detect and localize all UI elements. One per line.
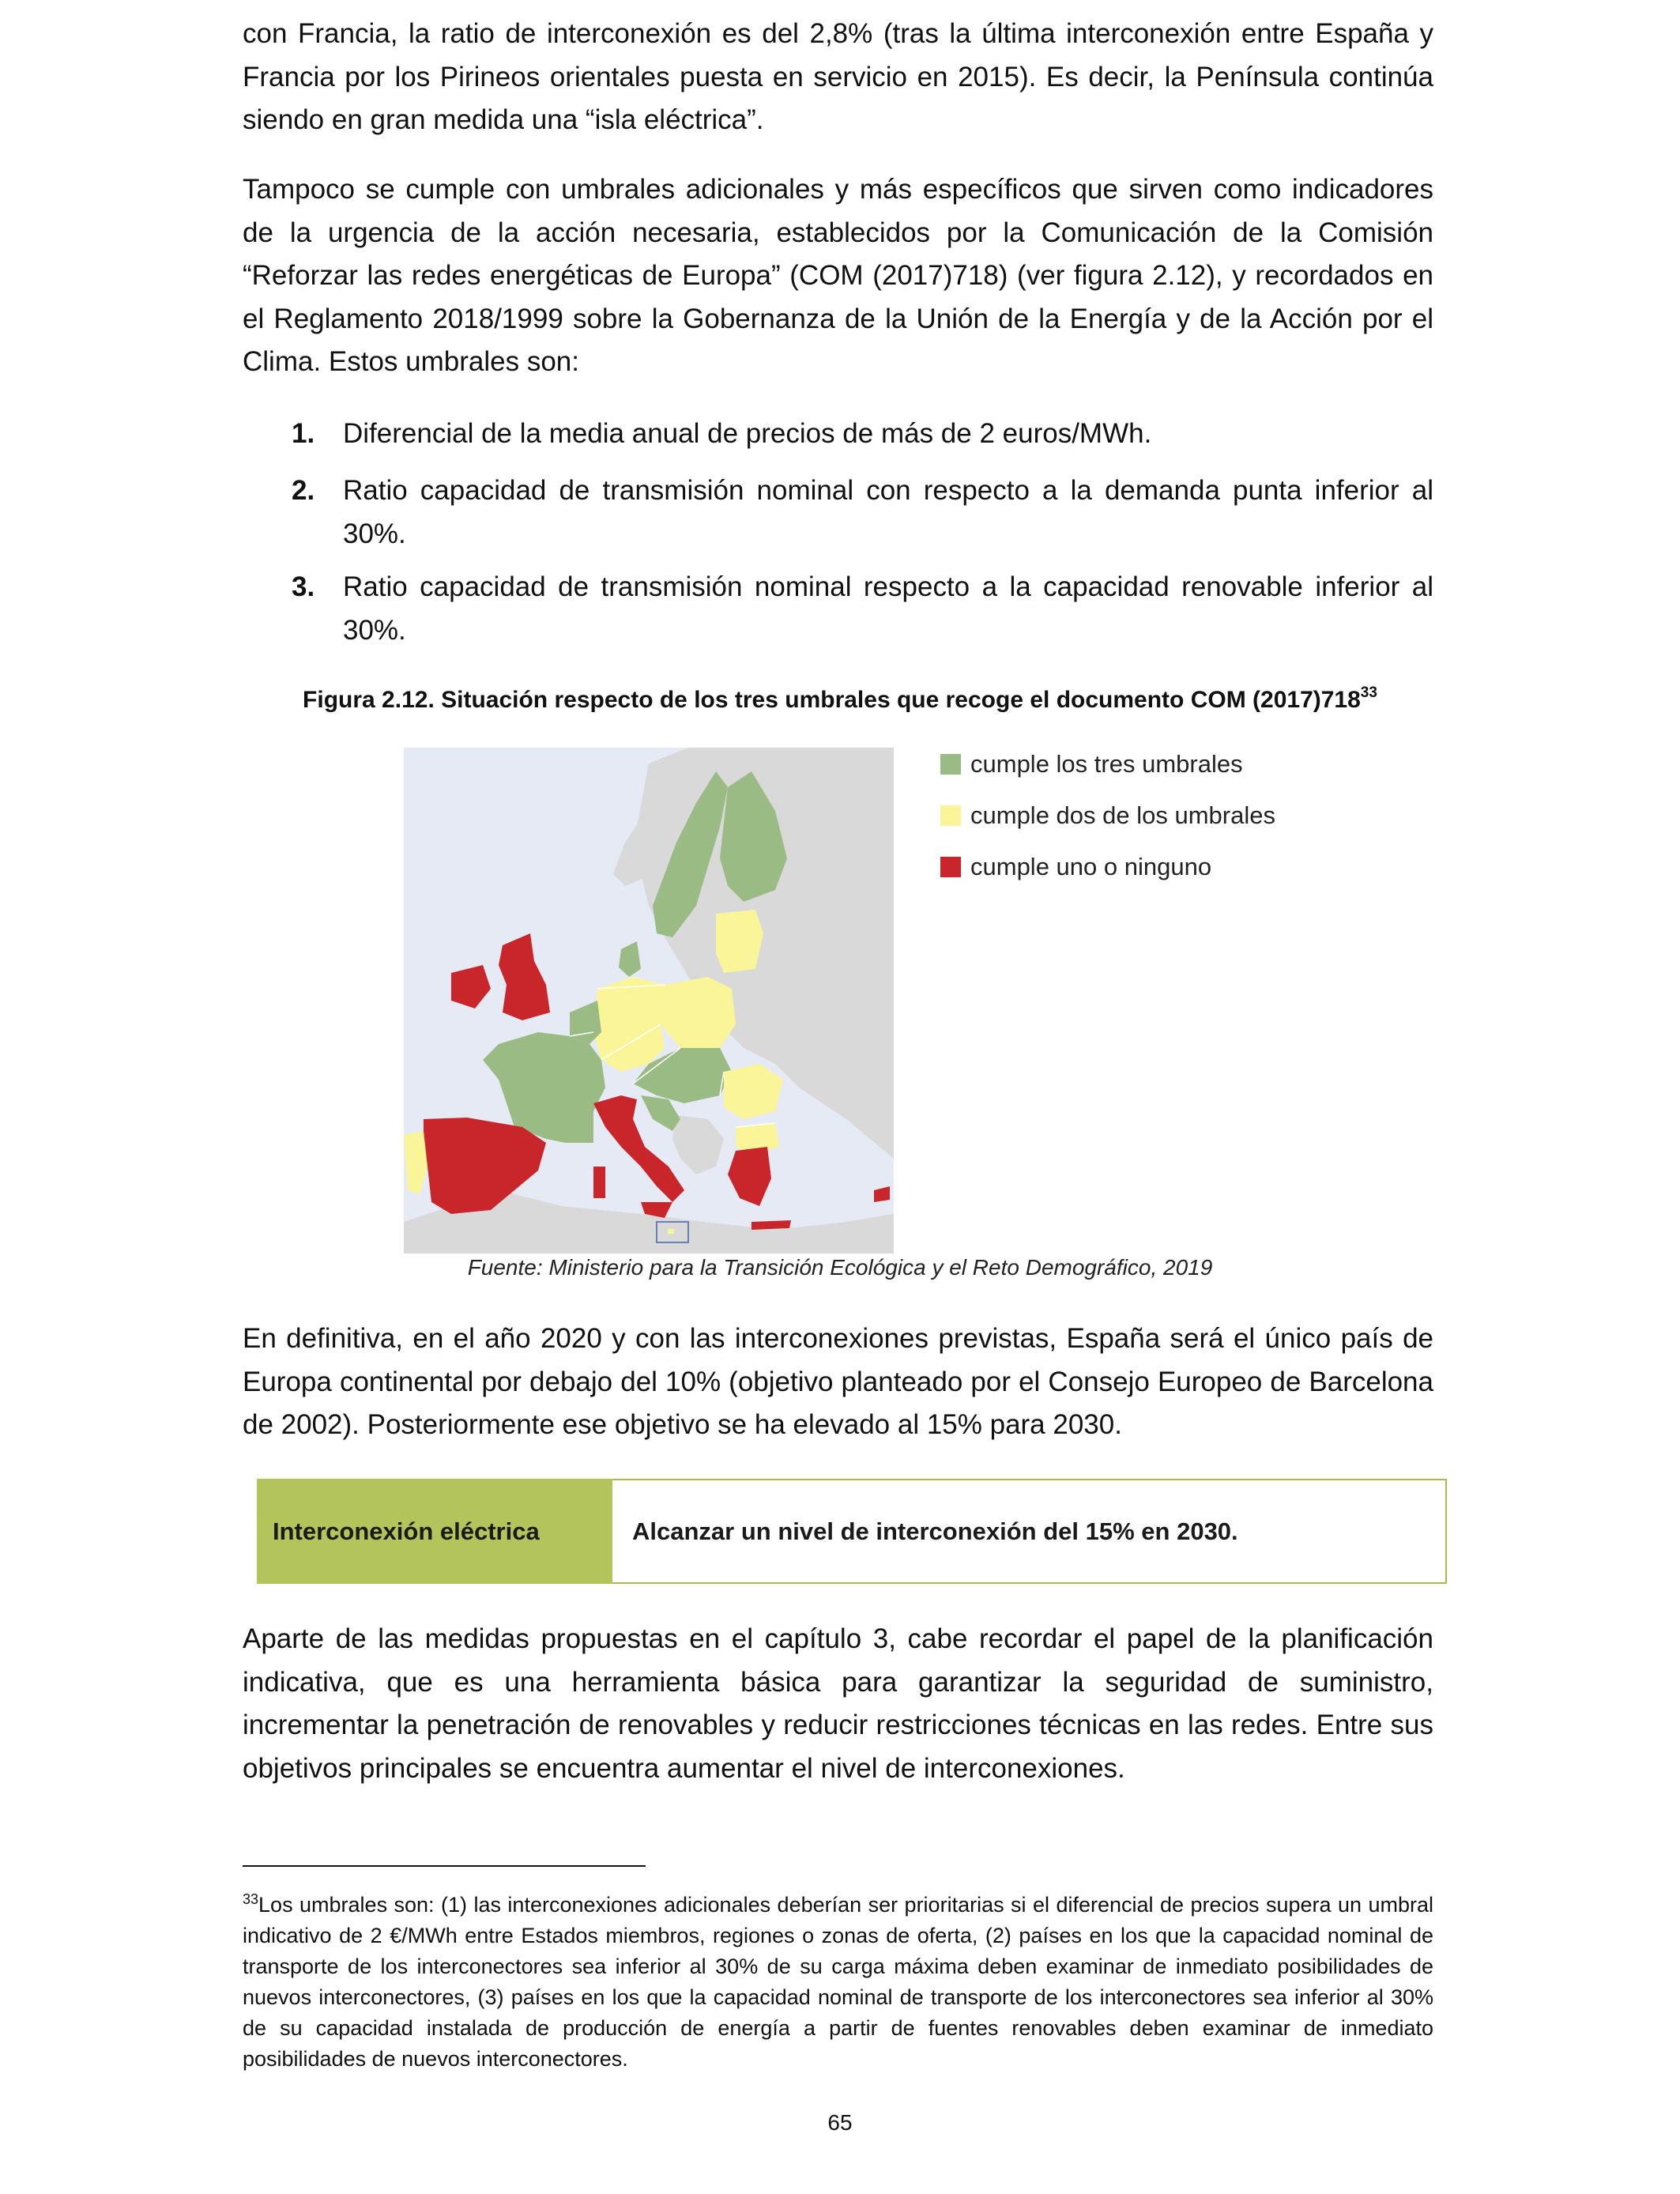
map-sardinia (593, 1167, 605, 1198)
list-item (243, 469, 1433, 556)
list-text: Ratio capacidad de transmisión nominal con respecto a la demanda punta inferior al 30%. (343, 475, 1433, 549)
footnote-number: 33 (243, 1891, 259, 1907)
paragraph-planning: Aparte de las medidas propuestas en el capítulo 3, cabe recordar el papel de la planificación indicativa, que es una herramienta básica para garantizar la seguridad de suministro, incrementar la penetración de renovables y reducir restricciones técnicas en las redes. Entre sus objetivos principales se encuentra aumentar el nivel de interconexiones. (243, 1623, 1433, 1784)
map-poland (661, 977, 736, 1048)
list-number: 2. (292, 475, 315, 506)
list-item (243, 413, 1433, 456)
page-number: 65 (827, 2110, 853, 2135)
map-crete (751, 1220, 791, 1230)
footnote (243, 1884, 1433, 2075)
figure-source: Fuente: Ministerio para la Transición Ecológica y el Reto Demográfico, 2019 (467, 1255, 1213, 1280)
figure-caption (0, 684, 1680, 714)
list-number: 1. (292, 418, 315, 449)
footnote-separator (243, 1865, 646, 1867)
list-text: Diferencial de la media anual de precios de más de 2 euros/MWh. (343, 418, 1152, 449)
legend-label: cumple dos de los umbrales (970, 801, 1275, 829)
goal-table (257, 1479, 1447, 1584)
footnote-text: Los umbrales son: (1) las interconexiones adicionales deberían ser prioritarias si el diferencial de precios supera un umbral indicativo de 2 €/MWh entre Estados miembros, regiones o zonas de oferta, (2) países en los que la capacidad nominal de transporte de los interconectores sea inferior al 30% de su carga máxima deben examinar de inmediato posibilidades de nuevos interconectores, (3) países en los que la capacidad nominal de transporte de los interconectores sea inferior al 30% de su capacidad instalada de producción de energía a partir de fuentes renovables deben examinar de inmediato posibilidades de nuevos interconectores. (243, 1893, 1433, 2071)
legend-label: cumple los tres umbrales (970, 750, 1243, 778)
map-germany (593, 977, 665, 1072)
map-legend (940, 748, 1351, 902)
legend-swatch-green (940, 754, 961, 775)
footnote-reference: 33 (1360, 684, 1377, 701)
list-item (243, 566, 1433, 652)
legend-item (940, 799, 1351, 850)
paragraph-conclusion: En definitiva, en el año 2020 y con las interconexiones previstas, España será el único país de Europa continental por debajo del 10% (objetivo planteado por el Consejo Europeo de Barcelona de 2002). Posteriormente ese objetivo se ha elevado al 15% para 2030. (243, 1323, 1433, 1440)
paragraph-intro: con Francia, la ratio de interconexión es del 2,8% (tras la última interconexión entre España y Francia por los Pirineos orientales puesta en servicio en 2015). Es decir, la Península continúa siendo en gran medida una “isla eléctrica”. (243, 18, 1433, 135)
map-baltics (716, 910, 763, 973)
figure-caption-text: Figura 2.12. Situación respecto de los tres umbrales que recoge el documento COM (2017)718 (303, 687, 1361, 713)
list-text: Ratio capacidad de transmisión nominal respecto a la capacidad renovable inferior al 30%. (343, 571, 1433, 646)
paragraph-thresholds: Tampoco se cumple con umbrales adicionales y más específicos que sirven como indicadores de la urgencia de la acción necesaria, establecidos por la Comunicación de la Comisión “Reforzar las redes energéticas de Europa” (COM (2017)718) (ver figura 2.12), y recordados en el Reglamento 2018/1999 sobre la Gobernanza de la Unión de la Energía y de la Acción por el Clima. Estos umbrales son: (243, 174, 1433, 377)
legend-item (940, 850, 1351, 902)
legend-item (940, 748, 1351, 799)
legend-swatch-red (940, 857, 961, 877)
goal-label: Interconexión eléctrica (257, 1479, 612, 1584)
goal-value: Alcanzar un nivel de interconexión del 15% en 2030. (612, 1479, 1447, 1584)
legend-label: cumple uno o ninguno (970, 853, 1212, 880)
europe-map (404, 748, 894, 1253)
list-number: 3. (292, 571, 315, 602)
legend-swatch-yellow (940, 805, 961, 826)
